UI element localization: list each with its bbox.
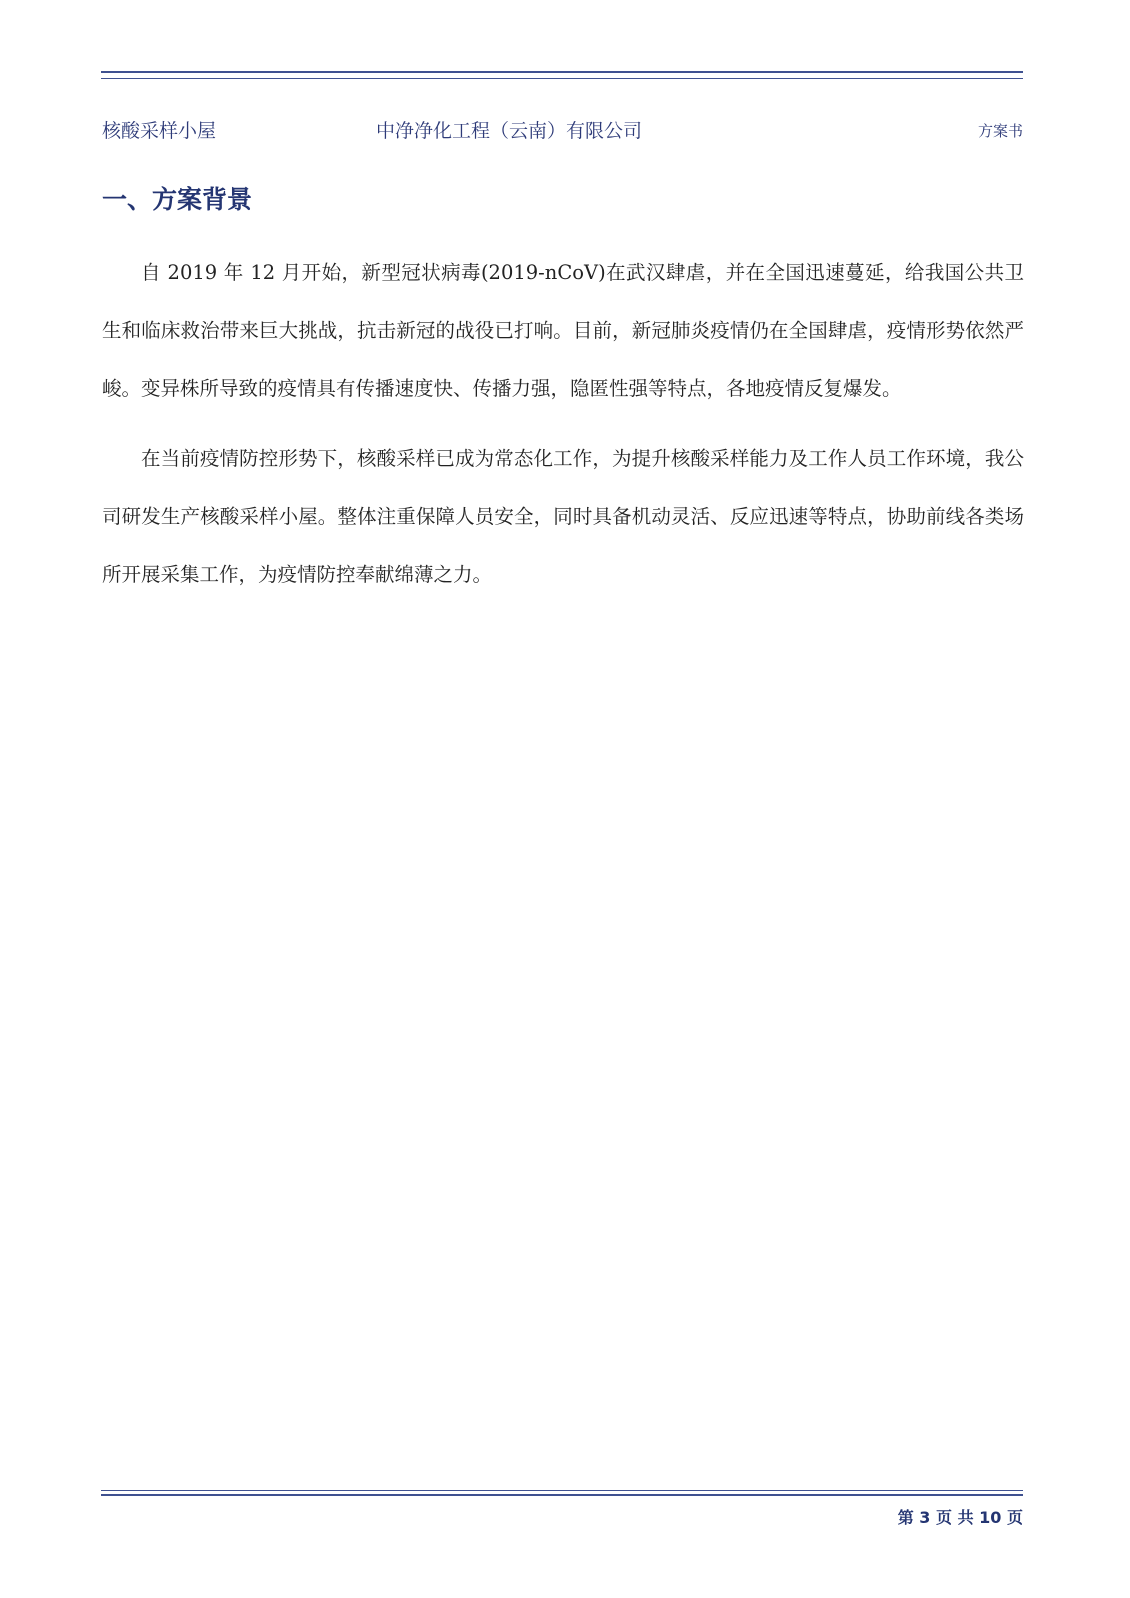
page-number: 第 3 页 共 10 页 bbox=[897, 1508, 1023, 1527]
header-company-name: 中净净化工程（云南）有限公司 bbox=[376, 120, 643, 142]
header-rule-thin bbox=[101, 78, 1023, 79]
body-paragraph-1: 自 2019 年 12 月开始，新型冠状病毒(2019-nCoV)在武汉肆虐，并在全国迅速蔓延，给我国公共卫生和临床救治带来巨大挑战，抗击新冠的战役已打响。目前，新冠肺炎疫情仍在全国肆虐，疫情形势依然严峻。变异株所导致的疫情具有传播速度快、传播力强，隐匿性强等特点，各地疫情反复爆发。 bbox=[102, 261, 1024, 400]
body-content bbox=[102, 244, 1024, 604]
header-doc-type: 方案书 bbox=[977, 122, 1023, 140]
body-paragraph-2: 在当前疫情防控形势下，核酸采样已成为常态化工作，为提升核酸采样能力及工作人员工作环境，我公司研发生产核酸采样小屋。整体注重保障人员安全，同时具备机动灵活、反应迅速等特点，协助前线各类场所开展采集工作，为疫情防控奉献绵薄之力。 bbox=[102, 447, 1024, 586]
header-doc-title: 核酸采样小屋 bbox=[102, 120, 217, 142]
header-rule-thick bbox=[101, 71, 1023, 73]
footer-rule-thin bbox=[101, 1490, 1023, 1491]
section-title: 一、方案背景 bbox=[102, 184, 253, 214]
footer-rule-thick bbox=[101, 1494, 1023, 1496]
